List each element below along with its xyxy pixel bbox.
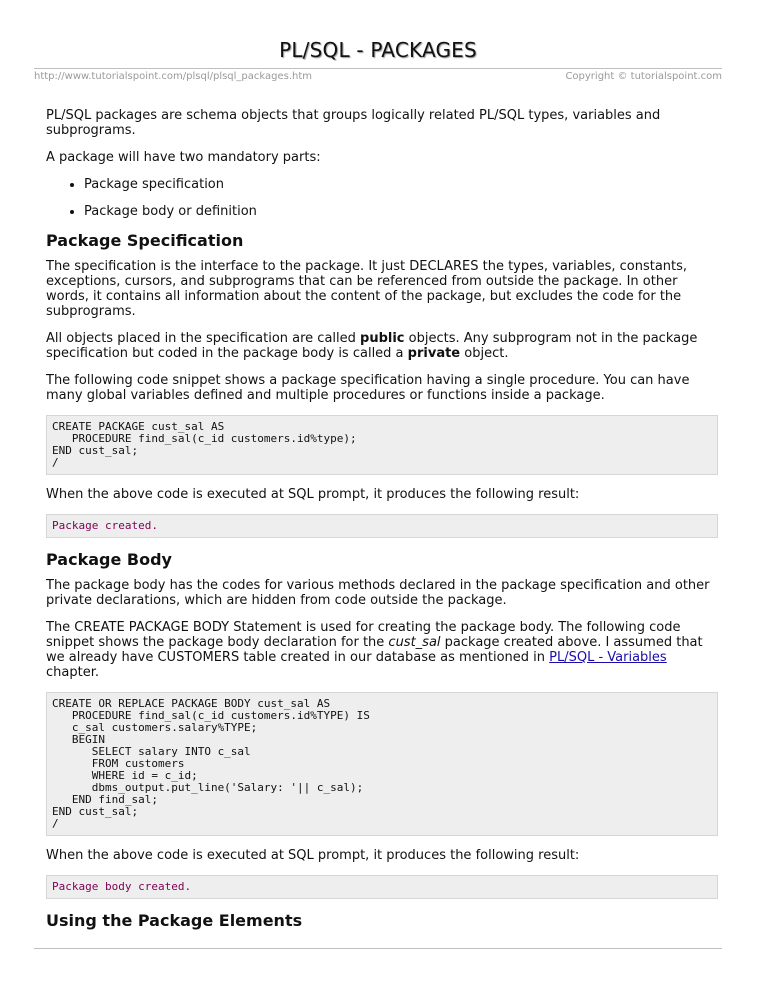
list-item: • Package specification [84, 177, 718, 192]
body-result-text: When the above code is executed at SQL prompt, it produces the following result: [46, 848, 580, 863]
intro-parts-paragraph: A package will have two mandatory parts: [46, 150, 321, 165]
intro-paragraph: PL/SQL packages are schema objects that groups logically related PL/SQL types, variables and subprograms. [46, 108, 661, 138]
parts-list [46, 177, 718, 219]
result-block-body: Package body created. [46, 875, 718, 899]
copyright-text: Copyright © tutorialspoint.com [565, 71, 722, 82]
spec-paragraph-1: The specification is the interface to the package. It just DECLARES the types, variables, constants, exceptions, cursors, and subprograms that can be referenced from outside the package. In other words, it contains all information about the content of the package, but excludes the code for the subprograms. [46, 259, 688, 319]
section-heading-body: Package Body [46, 550, 172, 569]
variables-chapter-link[interactable]: PL/SQL - Variables [549, 650, 667, 665]
spec-result-text: When the above code is executed at SQL prompt, it produces the following result: [46, 487, 580, 502]
footer-divider [34, 948, 722, 949]
private-term: private [407, 346, 461, 361]
spec-paragraph-2: All objects placed in the specification are called public objects. Any subprogram not in the package specification but coded in the package body is called a private object. [46, 331, 698, 361]
page-meta [34, 71, 722, 82]
code-block-spec: CREATE PACKAGE cust_sal AS PROCEDURE find_sal(c_id customers.id%type); END cust_sal; / [46, 415, 718, 475]
section-heading-specification: Package Specification [46, 231, 244, 250]
package-name-emphasis: cust_sal [388, 635, 441, 650]
article-content [46, 108, 718, 939]
spec-paragraph-3: The following code snippet shows a package specification having a single procedure. You can have many global variables defined and multiple procedures or functions inside a package. [46, 373, 690, 403]
header-divider [34, 68, 722, 69]
body-paragraph-2: The CREATE PACKAGE BODY Statement is used for creating the package body. The following code snippet shows the package body declaration for the cust_sal package created above. I assumed that we already have CUSTOMERS table created in our database as mentioned in PL/SQL - Variables chapter. [46, 620, 703, 680]
section-heading-using: Using the Package Elements [46, 911, 303, 930]
list-item: • Package body or definition [84, 204, 718, 219]
page-title: PL/SQL - PACKAGES [279, 38, 477, 62]
body-paragraph-1: The package body has the codes for various methods declared in the package specification and other private declarations, which are hidden from code outside the package. [46, 578, 710, 608]
result-block-spec: Package created. [46, 514, 718, 538]
code-block-body: CREATE OR REPLACE PACKAGE BODY cust_sal AS PROCEDURE find_sal(c_id customers.id%TYPE) IS c_sal customers.salary%TYPE; BEGIN SELECT salary INTO c_sal FROM customers WHERE id = c_id; dbms_output.put_line('Salary: '|| c_sal); END find_sal; END cust_sal; / [46, 692, 718, 836]
public-term: public [360, 331, 405, 346]
source-url[interactable]: http://www.tutorialspoint.com/plsql/plsql_packages.htm [34, 71, 313, 82]
